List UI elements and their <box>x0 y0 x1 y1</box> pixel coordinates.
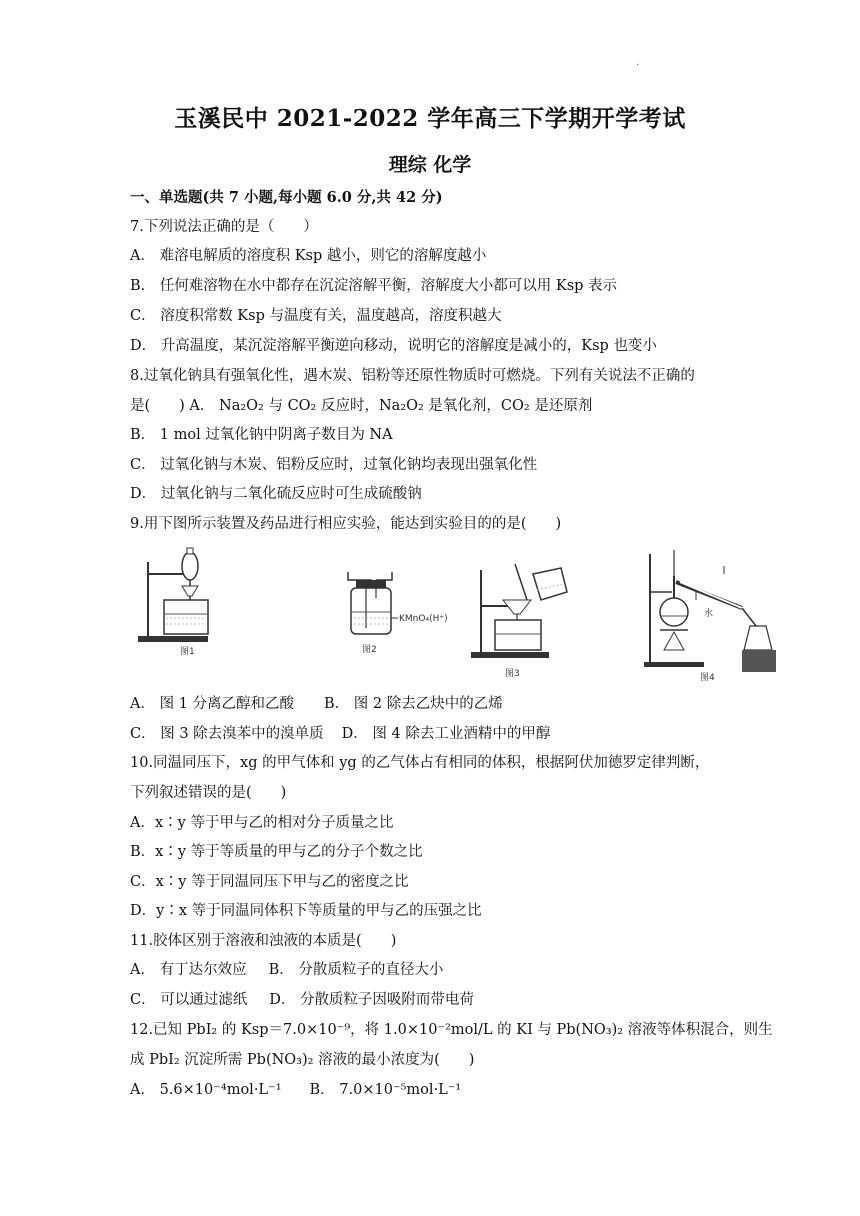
figure-2-reagent-label: KMnO₄(H⁺) <box>399 614 448 624</box>
q8-stem-line1: 8.过氧化钠具有强氧化性，遇木炭、铝粉等还原性物质时可燃烧。下列有关说法不正确的 <box>130 368 695 384</box>
q8-stem-line2: 是( ) A． Na₂O₂ 与 CO₂ 反应时，Na₂O₂ 是氧化剂，CO₂ 是还原剂 <box>130 398 593 414</box>
figure-1-caption: 图1 <box>180 647 195 657</box>
q9-option-a: A． 图 1 分离乙醇和乙酸 <box>130 696 295 712</box>
q11-option-c: C． 可以通过滤纸 <box>130 992 248 1008</box>
q9-options-cd <box>130 724 750 744</box>
q7-option-d: D． 升高温度，某沉淀溶解平衡逆向移动，说明它的溶解度是减小的，Ksp 也变小 <box>130 338 657 354</box>
q12-options-ab <box>130 1080 750 1100</box>
q10-option-b: B．x∶y 等于等质量的甲与乙的分子个数之比 <box>130 844 423 860</box>
q10-option-d: D．y∶x 等于同温同体积下等质量的甲与乙的压强之比 <box>130 903 482 919</box>
q11-option-b: B． 分散质粒子的直径大小 <box>268 962 444 978</box>
q8-option-b: B． 1 mol 过氧化钠中阴离子数目为 NA <box>130 427 393 443</box>
page-subtitle: 理综 化学 <box>388 154 472 176</box>
q12-option-a: A． 5.6×10⁻⁴mol·L⁻¹ <box>130 1082 282 1098</box>
q7-stem: 7.下列说法正确的是（ ） <box>130 219 318 235</box>
q8-option-d: D． 过氧化钠与二氧化硫反应时可生成硫酸钠 <box>130 486 422 502</box>
q7-option-c: C． 溶度积常数 Ksp 与温度有关，温度越高，溶度积越大 <box>130 308 502 324</box>
q7-option-a: A． 难溶电解质的溶度积 Ksp 越小，则它的溶解度越小 <box>130 248 487 264</box>
q10-option-c: C．x∶y 等于同温同压下甲与乙的密度之比 <box>130 874 409 890</box>
q12-stem-line2: 成 PbI₂ 沉淀所需 Pb(NO₃)₂ 溶液的最小浓度为( ) <box>130 1052 475 1068</box>
q8-option-c: C． 过氧化钠与木炭、铝粉反应时，过氧化钠均表现出强氧化性 <box>130 457 538 473</box>
figure-4-water-label: 水 <box>704 609 714 619</box>
q11-options-cd <box>130 990 750 1010</box>
figure-2-apparatus <box>342 566 480 658</box>
figure-2-caption: 图2 <box>362 645 377 655</box>
q10-stem-line2: 下列叙述错误的是( ) <box>130 785 287 801</box>
q12-option-b: B． 7.0×10⁻⁵mol·L⁻¹ <box>309 1082 462 1098</box>
q12-stem-line1: 12.已知 PbI₂ 的 Ksp＝7.0×10⁻⁹，将 1.0×10⁻²mol/L 的 KI 与 Pb(NO₃)₂ 溶液等体积混合，则生 <box>130 1022 773 1038</box>
figure-3-apparatus <box>465 560 575 686</box>
page-title: 玉溪民中 2021-2022 学年高三下学期开学考试 <box>174 105 686 132</box>
section-heading: 一、单选题(共 7 小题,每小题 6.0 分,共 42 分) <box>130 189 443 206</box>
q9-option-c: C． 图 3 除去溴苯中的溴单质 <box>130 726 324 742</box>
q10-option-a: A．x∶y 等于甲与乙的相对分子质量之比 <box>130 815 394 831</box>
q11-options-ab <box>130 960 750 980</box>
corner-dot: · <box>636 60 640 71</box>
figure-4-apparatus <box>644 546 784 684</box>
figure-4-caption: 图4 <box>700 673 715 683</box>
q11-option-a: A． 有丁达尔效应 <box>130 962 247 978</box>
q10-stem-line1: 10.同温同压下，xg 的甲气体和 yg 的乙气体占有相同的体积，根据阿伏加德罗定律判断， <box>130 755 710 771</box>
q11-option-d: D． 分散质粒子因吸附而带电荷 <box>269 992 474 1008</box>
q11-stem: 11.胶体区别于溶液和浊液的本质是( ) <box>130 933 397 949</box>
figure-1-apparatus <box>130 540 225 670</box>
q9-option-b: B． 图 2 除去乙炔中的乙烯 <box>324 696 503 712</box>
q9-stem: 9.用下图所示装置及药品进行相应实验，能达到实验目的的是( ) <box>130 516 562 532</box>
q9-options-ab <box>130 694 750 714</box>
q7-option-b: B． 任何难溶物在水中都存在沉淀溶解平衡，溶解度大小都可以用 Ksp 表示 <box>130 278 618 294</box>
figure-3-caption: 图3 <box>505 669 520 679</box>
q9-option-d: D． 图 4 除去工业酒精中的甲醇 <box>341 726 551 742</box>
